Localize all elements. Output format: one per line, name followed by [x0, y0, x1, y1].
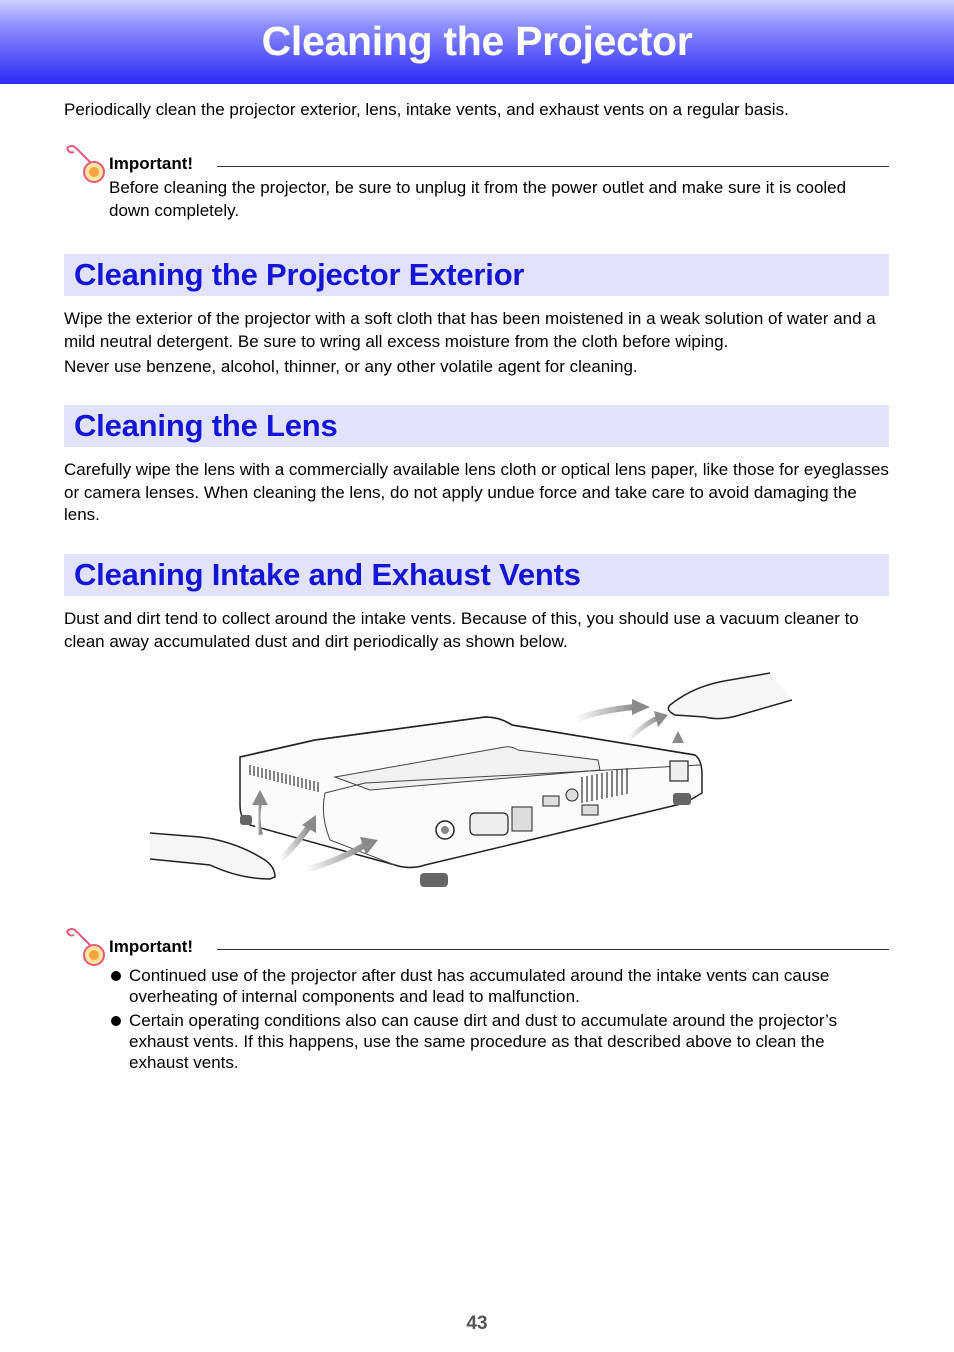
exterior-paragraph-2: Never use benzene, alcohol, thinner, or any other volatile agent for cleaning. — [64, 357, 638, 376]
important-text: Before cleaning the projector, be sure to unplug it from the power outlet and make sure it is cooled down completely. — [109, 178, 847, 220]
bullet-item: Continued use of the projector after dust has accumulated around the intake vents can cause overheating of internal components and lead to malfunction. — [109, 965, 869, 1007]
important-label: Important! — [109, 937, 194, 956]
pushpin-warning-icon — [64, 142, 108, 186]
important-label: Important! — [109, 154, 194, 173]
page-title: Cleaning the Projector — [261, 18, 693, 64]
lens-paragraph: Carefully wipe the lens with a commercially available lens cloth or optical lens paper, like those for eyeglasses or camera lenses. When cleaning the lens, do not apply undue force and take care to avoid damaging the lens. — [64, 460, 889, 524]
projector-vacuum-illustration — [140, 665, 810, 895]
section-title: Cleaning the Lens — [74, 408, 338, 443]
important-note-2 — [64, 925, 889, 1085]
page-number: 43 — [466, 1313, 488, 1334]
section-heading-exterior — [64, 254, 889, 296]
divider — [217, 949, 889, 950]
title-banner — [0, 0, 954, 84]
section-heading-vents — [64, 554, 889, 596]
bullet-item: Certain operating conditions also can cause dirt and dust to accumulate around the projector’s exhaust vents. If this happens, use the same procedure as that described above to clean the exhaust vents. — [109, 1010, 869, 1073]
section-heading-lens — [64, 405, 889, 447]
section-title: Cleaning Intake and Exhaust Vents — [74, 557, 581, 592]
exterior-paragraph-1: Wipe the exterior of the projector with a soft cloth that has been moistened in a weak solution of water and a mild neutral detergent. Be sure to wring all excess moisture from the cloth before wiping. — [64, 309, 876, 351]
important-bullets — [109, 965, 869, 1076]
divider — [217, 166, 889, 167]
vents-paragraph: Dust and dirt tend to collect around the intake vents. Because of this, you should use a vacuum cleaner to clean away accumulated dust and dirt periodically as shown below. — [64, 609, 859, 651]
important-note-1 — [64, 142, 889, 234]
pushpin-warning-icon — [64, 925, 108, 969]
intro-text: Periodically clean the projector exterior, lens, intake vents, and exhaust vents on a regular basis. — [64, 100, 789, 119]
section-title: Cleaning the Projector Exterior — [74, 257, 525, 292]
